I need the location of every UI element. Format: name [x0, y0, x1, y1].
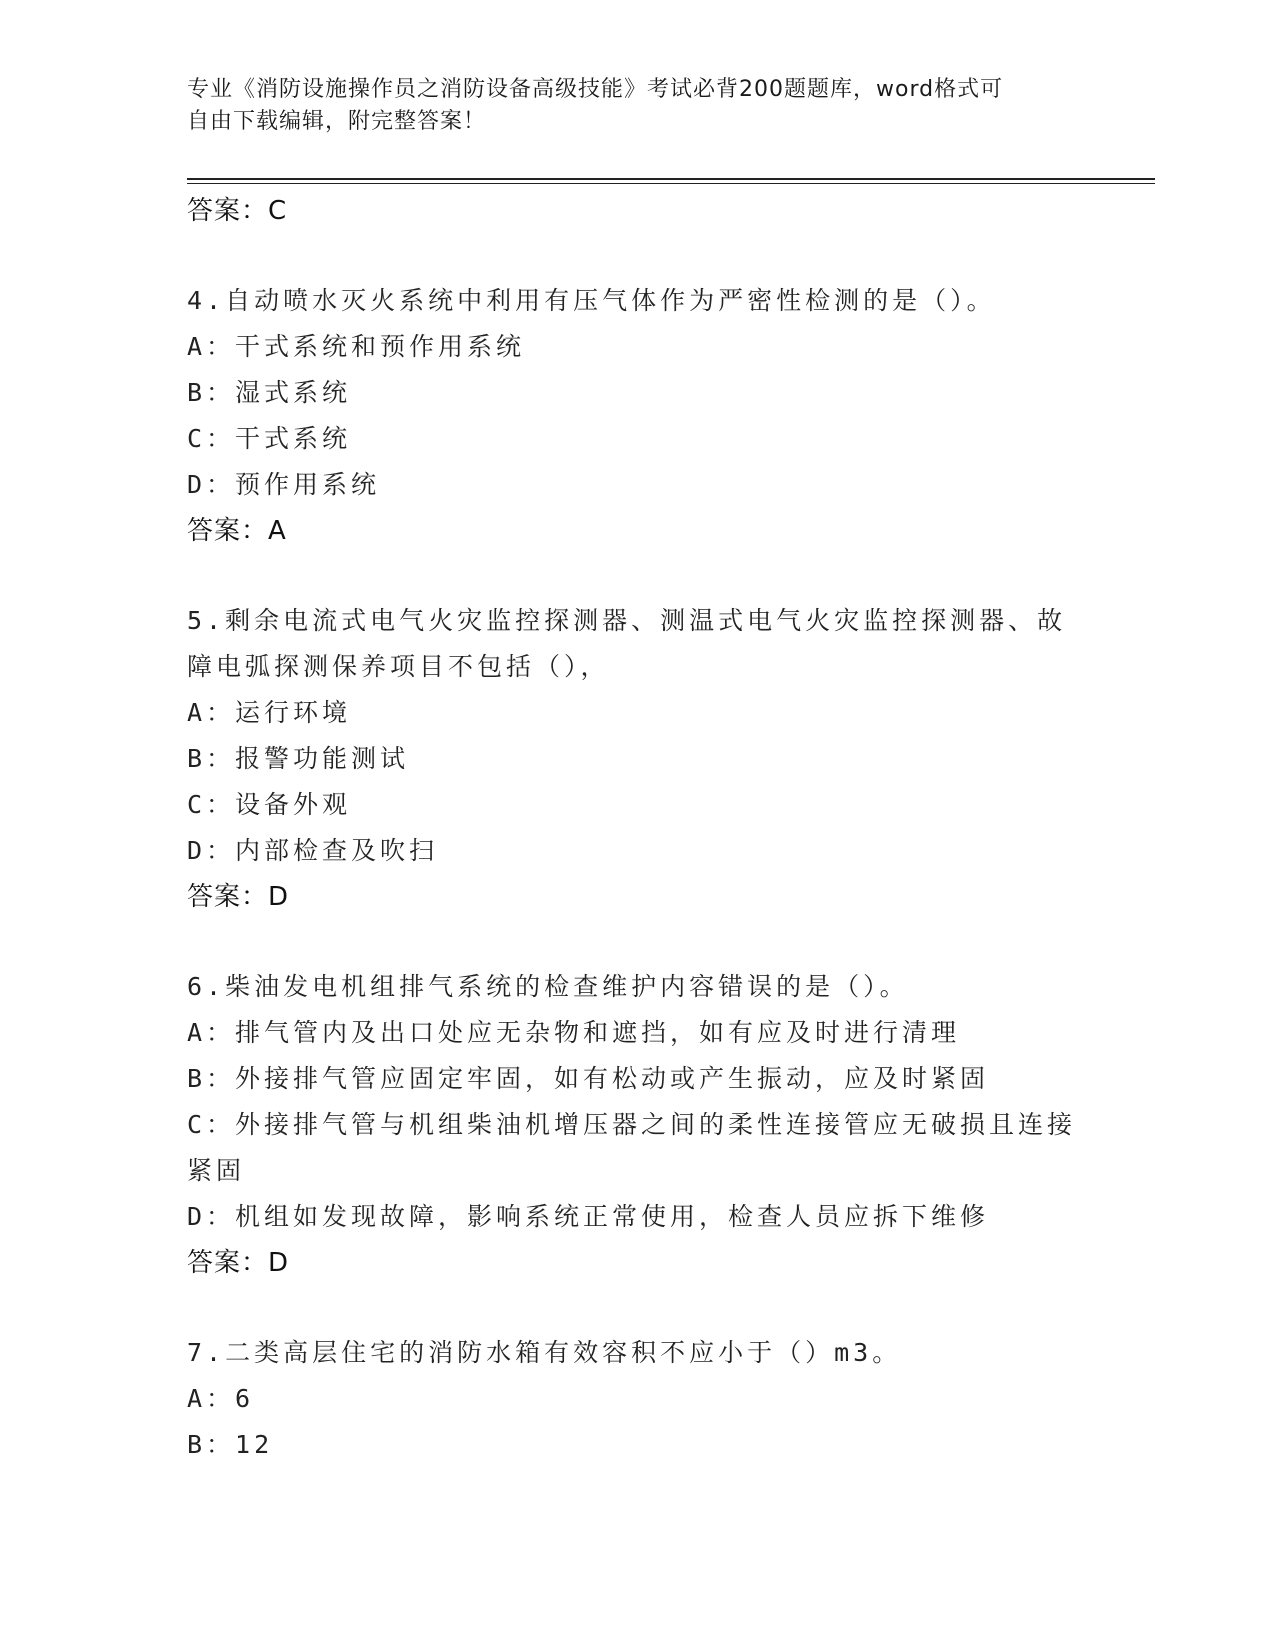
header-rule-thick: [187, 178, 1155, 180]
option-a: A：干式系统和预作用系统: [187, 332, 526, 361]
option-d: D：内部检查及吹扫: [187, 836, 439, 865]
option-d: D：预作用系统: [187, 470, 381, 499]
question-list: [187, 188, 1087, 1468]
question-stem-line-1: 5.剩余电流式电气火灾监控探测器、测温式电气火灾监控探测器、故: [187, 606, 1067, 635]
header-line-1: 专业《消防设施操作员之消防设备高级技能》考试必背200题题库，word格式可: [187, 77, 1004, 102]
document-header: [187, 74, 1067, 138]
option-a: A：运行环境: [187, 698, 352, 727]
option-b: B：湿式系统: [187, 378, 352, 407]
question-block-6: [187, 964, 1087, 1286]
option-b: B：报警功能测试: [187, 744, 410, 773]
question-block-7: [187, 1330, 1087, 1468]
option-c-continuation: 紧固: [187, 1156, 246, 1185]
question-block-4: [187, 278, 1087, 554]
question-stem-line-2: 障电弧探测保养项目不包括（），: [187, 652, 610, 681]
question-stem: 4.自动喷水灭火系统中利用有压气体作为严密性检测的是（）。: [187, 286, 996, 315]
option-c: C：设备外观: [187, 790, 352, 819]
question-stem: 6.柴油发电机组排气系统的检查维护内容错误的是（）。: [187, 972, 909, 1001]
option-a: A：6: [187, 1384, 255, 1413]
option-d: D：机组如发现故障，影响系统正常使用，检查人员应拆下维修: [187, 1202, 990, 1231]
question-block-5: [187, 598, 1087, 920]
option-c: C：外接排气管与机组柴油机增压器之间的柔性连接管应无破损且连接: [187, 1110, 1077, 1139]
answer-line: 答案：A: [187, 516, 287, 546]
question-stem: 7.二类高层住宅的消防水箱有效容积不应小于（）m3。: [187, 1338, 902, 1367]
option-a: A：排气管内及出口处应无杂物和遮挡，如有应及时进行清理: [187, 1018, 961, 1047]
option-c: C：干式系统: [187, 424, 352, 453]
question-stem: [187, 598, 1087, 690]
header-line-2: 自由下载编辑，附完整答案！: [187, 109, 487, 134]
answer-line: 答案：D: [187, 1248, 290, 1278]
header-rule-thin: [187, 183, 1155, 184]
answer-line: 答案：D: [187, 882, 290, 912]
option-b: B：外接排气管应固定牢固，如有松动或产生振动，应及时紧固: [187, 1064, 990, 1093]
option-b: B：12: [187, 1430, 274, 1459]
previous-answer: 答案：C: [187, 196, 288, 226]
